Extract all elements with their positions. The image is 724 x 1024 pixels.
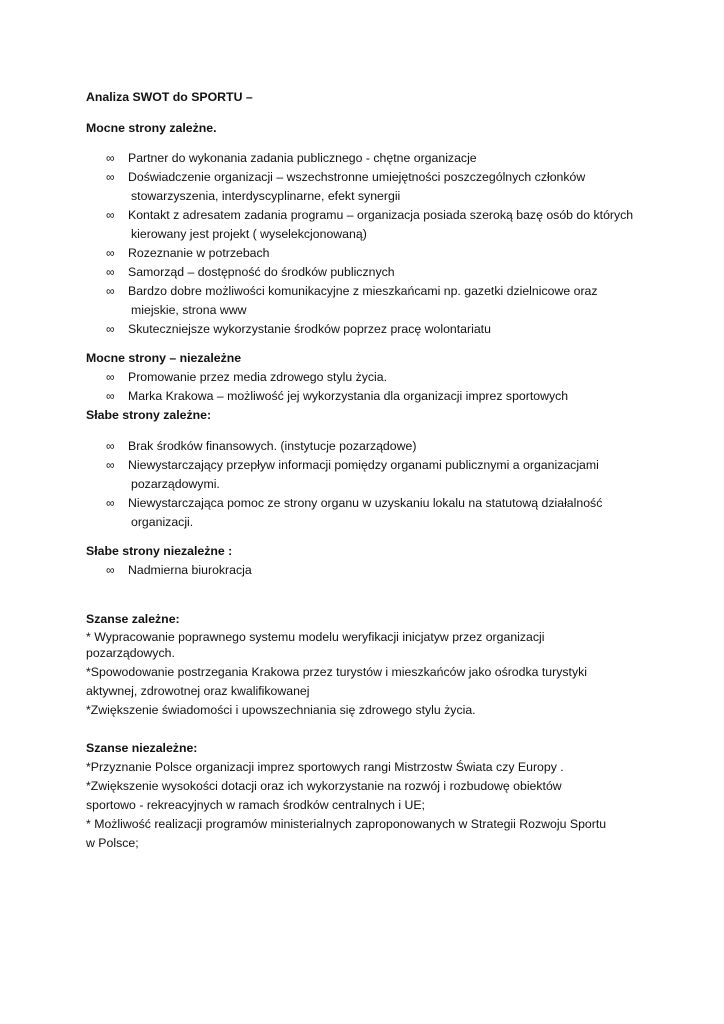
infinity-bullet-icon: ∞ bbox=[106, 170, 115, 184]
list-item-text: Nadmierna biurokracja bbox=[128, 563, 252, 577]
strengths-independent-heading: Mocne strony – niezależne bbox=[86, 351, 242, 365]
list-item bbox=[86, 456, 646, 494]
list-item-text: miejskie, strona www bbox=[131, 303, 247, 317]
opportunities-dependent-section bbox=[86, 610, 646, 720]
infinity-bullet-icon: ∞ bbox=[106, 265, 115, 279]
list-item-text: Marka Krakowa – możliwość jej wykorzystania dla organizacji imprez sportowych bbox=[128, 389, 569, 403]
list-item bbox=[86, 149, 646, 168]
list-item-text: stowarzyszenia, interdyscyplinarne, efekt synergii bbox=[131, 189, 401, 203]
list-item bbox=[86, 437, 646, 456]
list-item-text: Promowanie przez media zdrowego stylu życia. bbox=[128, 370, 388, 384]
paragraph bbox=[86, 629, 646, 661]
weaknesses-dependent-list bbox=[86, 437, 646, 532]
list-item bbox=[86, 206, 646, 244]
infinity-bullet-icon: ∞ bbox=[106, 496, 115, 510]
list-item bbox=[86, 282, 646, 320]
weaknesses-dependent-heading: Słabe strony zależne: bbox=[86, 408, 212, 422]
list-item bbox=[86, 368, 646, 387]
paragraph-line: * Możliwość realizacji programów ministerialnych zaproponowanych w Strategii Rozwoju Sportu bbox=[86, 817, 607, 831]
paragraph-line: *Zwiększenie świadomości i upowszechniania się zdrowego stylu życia. bbox=[86, 703, 476, 717]
list-item-text: Doświadczenie organizacji – wszechstronne umiejętności poszczególnych członków bbox=[128, 170, 586, 184]
paragraph-line: aktywnej, zdrowotnej oraz kwalifikowanej bbox=[86, 684, 310, 698]
strengths-dependent-list bbox=[86, 149, 646, 339]
list-item bbox=[86, 168, 646, 206]
paragraph-line: *Zwiększenie wysokości dotacji oraz ich wykorzystanie na rozwój i rozbudowę obiektów bbox=[86, 779, 562, 793]
paragraph-line: sportowo - rekreacyjnych w ramach środków centralnych i UE; bbox=[86, 798, 425, 812]
list-item-text: kierowany jest projekt ( wyselekcjonowaną) bbox=[131, 227, 367, 241]
infinity-bullet-icon: ∞ bbox=[106, 389, 115, 403]
paragraph bbox=[86, 777, 646, 815]
paragraph bbox=[86, 815, 646, 853]
paragraph-line: w Polsce; bbox=[86, 836, 139, 850]
list-item bbox=[86, 494, 646, 532]
document-page bbox=[86, 88, 646, 853]
infinity-bullet-icon: ∞ bbox=[106, 370, 115, 384]
list-item-text: Rozeznanie w potrzebach bbox=[128, 246, 270, 260]
opportunities-dependent-heading: Szanse zależne: bbox=[86, 612, 180, 626]
list-item bbox=[86, 244, 646, 263]
list-item-text: Brak środków finansowych. (instytucje pozarządowe) bbox=[128, 439, 417, 453]
list-item-text: organizacji. bbox=[131, 515, 194, 529]
infinity-bullet-icon: ∞ bbox=[106, 151, 115, 165]
list-item-text: Niewystarczająca pomoc ze strony organu w uzyskaniu lokalu na statutową działalność bbox=[128, 496, 603, 510]
paragraph-line: pozarządowych. bbox=[86, 646, 175, 660]
paragraph-line: *Spowodowanie postrzegania Krakowa przez turystów i mieszkańców jako ośrodka turystyki bbox=[86, 665, 587, 679]
document-title: Analiza SWOT do SPORTU – bbox=[86, 90, 253, 104]
paragraph-line: *Przyznanie Polsce organizacji imprez sportowych rangi Mistrzostw Świata czy Europy . bbox=[86, 760, 564, 774]
infinity-bullet-icon: ∞ bbox=[106, 458, 115, 472]
list-item bbox=[86, 263, 646, 282]
strengths-independent-list bbox=[86, 368, 646, 406]
list-item bbox=[86, 320, 646, 339]
infinity-bullet-icon: ∞ bbox=[106, 284, 115, 298]
weaknesses-independent-list bbox=[86, 561, 646, 580]
list-item bbox=[86, 387, 646, 406]
list-item-text: Skuteczniejsze wykorzystanie środków poprzez pracę wolontariatu bbox=[128, 322, 491, 336]
paragraph bbox=[86, 663, 646, 701]
list-item-text: Partner do wykonania zadania publicznego - chętne organizacje bbox=[128, 151, 477, 165]
list-item bbox=[86, 561, 646, 580]
list-item-text: Kontakt z adresatem zadania programu – organizacja posiada szeroką bazę osób do których bbox=[128, 208, 634, 222]
infinity-bullet-icon: ∞ bbox=[106, 246, 115, 260]
list-item-text: Samorząd – dostępność do środków publicznych bbox=[128, 265, 395, 279]
weaknesses-independent-heading: Słabe strony niezależne : bbox=[86, 544, 233, 558]
infinity-bullet-icon: ∞ bbox=[106, 208, 115, 222]
list-item-text: Bardzo dobre możliwości komunikacyjne z mieszkańcami np. gazetki dzielnicowe oraz bbox=[128, 284, 598, 298]
paragraph bbox=[86, 701, 646, 720]
paragraph bbox=[86, 758, 646, 777]
strengths-dependent-heading: Mocne strony zależne. bbox=[86, 121, 217, 135]
infinity-bullet-icon: ∞ bbox=[106, 322, 115, 336]
paragraph-line: * Wypracowanie poprawnego systemu modelu weryfikacji inicjatyw przez organizacji bbox=[86, 630, 545, 644]
opportunities-independent-heading: Szanse niezależne: bbox=[86, 741, 198, 755]
list-item-text: pozarządowymi. bbox=[131, 477, 220, 491]
infinity-bullet-icon: ∞ bbox=[106, 563, 115, 577]
infinity-bullet-icon: ∞ bbox=[106, 439, 115, 453]
opportunities-independent-section bbox=[86, 739, 646, 853]
list-item-text: Niewystarczający przepływ informacji pomiędzy organami publicznymi a organizacjami bbox=[128, 458, 599, 472]
